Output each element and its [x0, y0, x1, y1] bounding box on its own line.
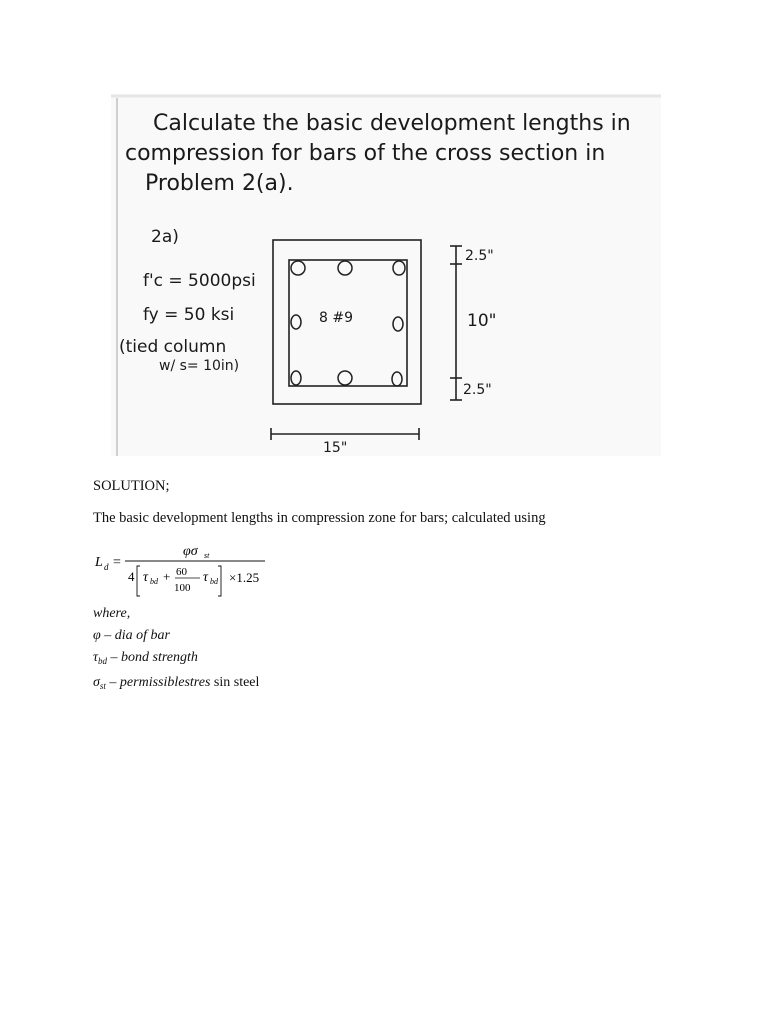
rebar	[393, 317, 403, 331]
tau-definition: – bond strength	[107, 650, 198, 665]
rebar	[291, 261, 305, 275]
definition-tau	[93, 647, 259, 672]
formula-tau-2-sub: bd	[210, 577, 218, 586]
column-cross-section	[273, 240, 421, 404]
formula-lhs-sub: d	[104, 562, 109, 572]
horizontal-dimension	[271, 428, 419, 456]
sigma-definition: – permissiblestres	[105, 675, 211, 690]
development-length-formula	[93, 540, 293, 602]
formula-tau-1-sub: bd	[150, 577, 158, 586]
fy-value: fy = 50 ksi	[143, 305, 235, 325]
formula-plus: +	[163, 569, 171, 584]
vertical-dimension	[450, 246, 496, 400]
formula-coefficient: 4	[128, 569, 135, 584]
definition-sigma	[93, 672, 259, 697]
rebar	[291, 315, 301, 329]
formula-multiplier: ×1.25	[229, 570, 260, 585]
formula-numerator-sub: st	[204, 551, 210, 560]
tau-symbol: τ	[93, 650, 99, 665]
solution-heading: SOLUTION;	[93, 478, 170, 494]
intro-paragraph: The basic development lengths in compression zone for bars; calculated using	[93, 510, 546, 526]
rebar	[338, 371, 352, 385]
formula-frac-den: 100	[174, 582, 191, 594]
problem-line-1: Calculate the basic development lengths in	[153, 111, 631, 136]
rebar	[393, 261, 405, 275]
sigma-subscript: st	[99, 681, 106, 691]
rebar	[392, 372, 402, 386]
formula-equals: =	[113, 555, 121, 570]
sigma-symbol: σ	[93, 675, 100, 690]
dim-width: 15"	[323, 440, 348, 456]
fc-value: f'c = 5000psi	[143, 271, 256, 291]
phi-symbol: φ	[93, 628, 101, 643]
dim-top-cover: 2.5"	[465, 248, 494, 264]
formula-tau-2: τ	[203, 570, 209, 585]
phi-definition: – dia of bar	[100, 628, 170, 643]
formula-frac-num: 60	[176, 566, 187, 578]
rebar	[291, 371, 301, 385]
formula-numerator: φσ	[183, 544, 198, 559]
dim-bottom-cover: 2.5"	[463, 382, 492, 398]
dim-core: 10"	[467, 311, 497, 331]
problem-line-3: Problem 2(a).	[145, 171, 294, 196]
sigma-definition-tail: sin steel	[210, 675, 260, 690]
spacing-note: w/ s= 10in)	[159, 358, 240, 374]
bars-label: 8 #9	[319, 310, 353, 326]
problem-line-2: compression for bars of the cross section in	[125, 141, 606, 166]
rebar	[338, 261, 352, 275]
variable-definitions	[93, 603, 259, 697]
tied-column-note: (tied column	[119, 337, 227, 357]
tau-subscript: bd	[98, 656, 108, 666]
where-label: where,	[93, 606, 131, 621]
definition-phi	[93, 625, 259, 647]
problem-label: 2a)	[151, 227, 179, 247]
formula-tau-1: τ	[143, 570, 149, 585]
formula-lhs: L	[95, 555, 103, 570]
handwritten-problem-image	[111, 94, 661, 456]
